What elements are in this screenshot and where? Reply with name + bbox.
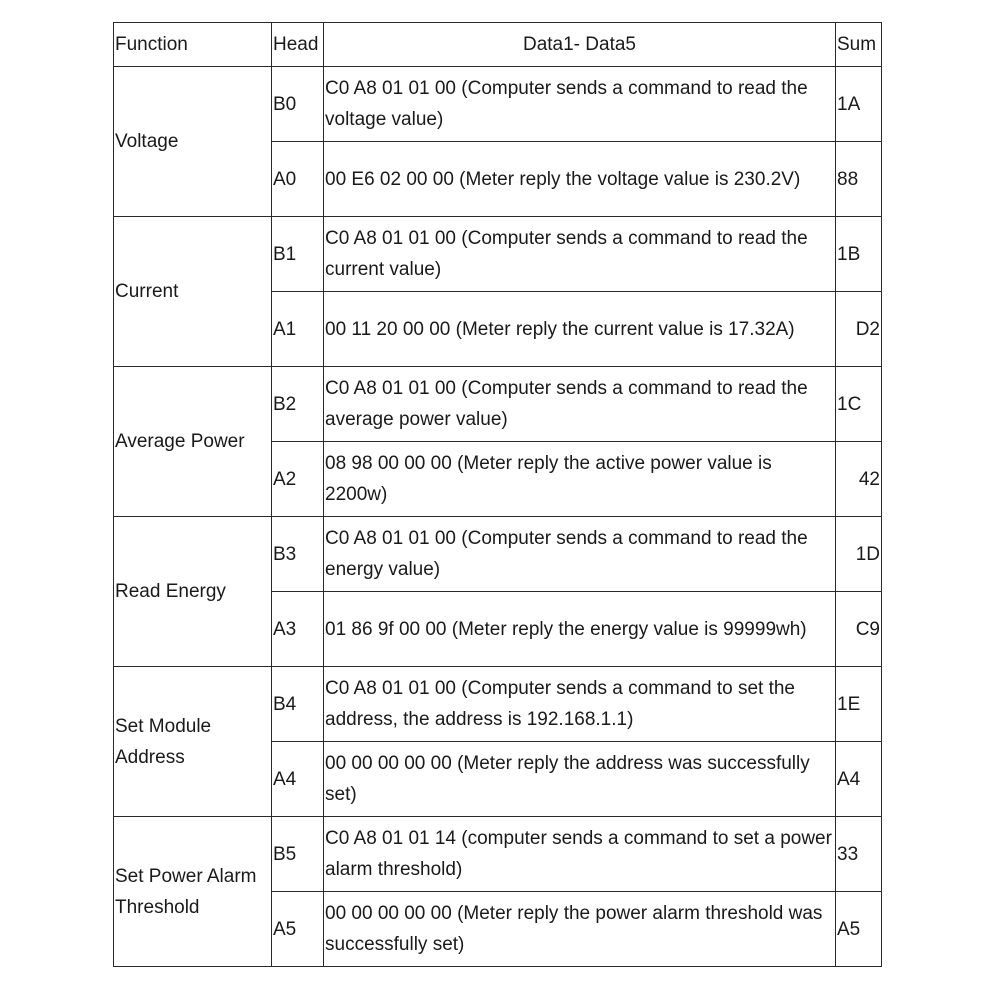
table-row xyxy=(114,367,882,442)
head-cell: A1 xyxy=(272,292,324,367)
data-cell: C0 A8 01 01 00 (Computer sends a command to read the energy value) xyxy=(324,517,836,592)
head-cell: A3 xyxy=(272,592,324,667)
sum-cell: 1C xyxy=(836,367,882,442)
head-cell: B1 xyxy=(272,217,324,292)
data-cell: 00 00 00 00 00 (Meter reply the power alarm threshold was successfully set) xyxy=(324,892,836,967)
sum-cell: C9 xyxy=(836,592,882,667)
sum-cell: D2 xyxy=(836,292,882,367)
function-cell: Voltage xyxy=(114,67,272,217)
function-cell: Set Module Address xyxy=(114,667,272,817)
function-cell: Average Power xyxy=(114,367,272,517)
head-cell: B2 xyxy=(272,367,324,442)
head-cell: A4 xyxy=(272,742,324,817)
sum-cell: 88 xyxy=(836,142,882,217)
sum-cell: 33 xyxy=(836,817,882,892)
data-cell: C0 A8 01 01 00 (Computer sends a command to read the voltage value) xyxy=(324,67,836,142)
protocol-table xyxy=(113,22,882,967)
header-row xyxy=(114,23,882,67)
table-row xyxy=(114,217,882,292)
header-sum: Sum xyxy=(836,23,882,67)
head-cell: B4 xyxy=(272,667,324,742)
head-cell: B3 xyxy=(272,517,324,592)
head-cell: A5 xyxy=(272,892,324,967)
function-cell: Set Power Alarm Threshold xyxy=(114,817,272,967)
sum-cell: 1D xyxy=(836,517,882,592)
function-cell: Read Energy xyxy=(114,517,272,667)
table-row xyxy=(114,67,882,142)
data-cell: C0 A8 01 01 14 (computer sends a command to set a power alarm threshold) xyxy=(324,817,836,892)
header-head: Head xyxy=(272,23,324,67)
table-row xyxy=(114,517,882,592)
data-cell: C0 A8 01 01 00 (Computer sends a command to read the current value) xyxy=(324,217,836,292)
table-row xyxy=(114,667,882,742)
table-row xyxy=(114,817,882,892)
data-cell: 01 86 9f 00 00 (Meter reply the energy value is 99999wh) xyxy=(324,592,836,667)
head-cell: A0 xyxy=(272,142,324,217)
data-cell: C0 A8 01 01 00 (Computer sends a command to set the address, the address is 192.168.1.1) xyxy=(324,667,836,742)
data-cell: 00 11 20 00 00 (Meter reply the current value is 17.32A) xyxy=(324,292,836,367)
sum-cell: 1B xyxy=(836,217,882,292)
data-cell: 00 E6 02 00 00 (Meter reply the voltage value is 230.2V) xyxy=(324,142,836,217)
sum-cell: 42 xyxy=(836,442,882,517)
sum-cell: A5 xyxy=(836,892,882,967)
sum-cell: A4 xyxy=(836,742,882,817)
header-function: Function xyxy=(114,23,272,67)
head-cell: B5 xyxy=(272,817,324,892)
data-cell: 08 98 00 00 00 (Meter reply the active power value is 2200w) xyxy=(324,442,836,517)
function-cell: Current xyxy=(114,217,272,367)
head-cell: B0 xyxy=(272,67,324,142)
header-data: Data1- Data5 xyxy=(324,23,836,67)
sum-cell: 1A xyxy=(836,67,882,142)
head-cell: A2 xyxy=(272,442,324,517)
data-cell: 00 00 00 00 00 (Meter reply the address was successfully set) xyxy=(324,742,836,817)
sum-cell: 1E xyxy=(836,667,882,742)
data-cell: C0 A8 01 01 00 (Computer sends a command to read the average power value) xyxy=(324,367,836,442)
